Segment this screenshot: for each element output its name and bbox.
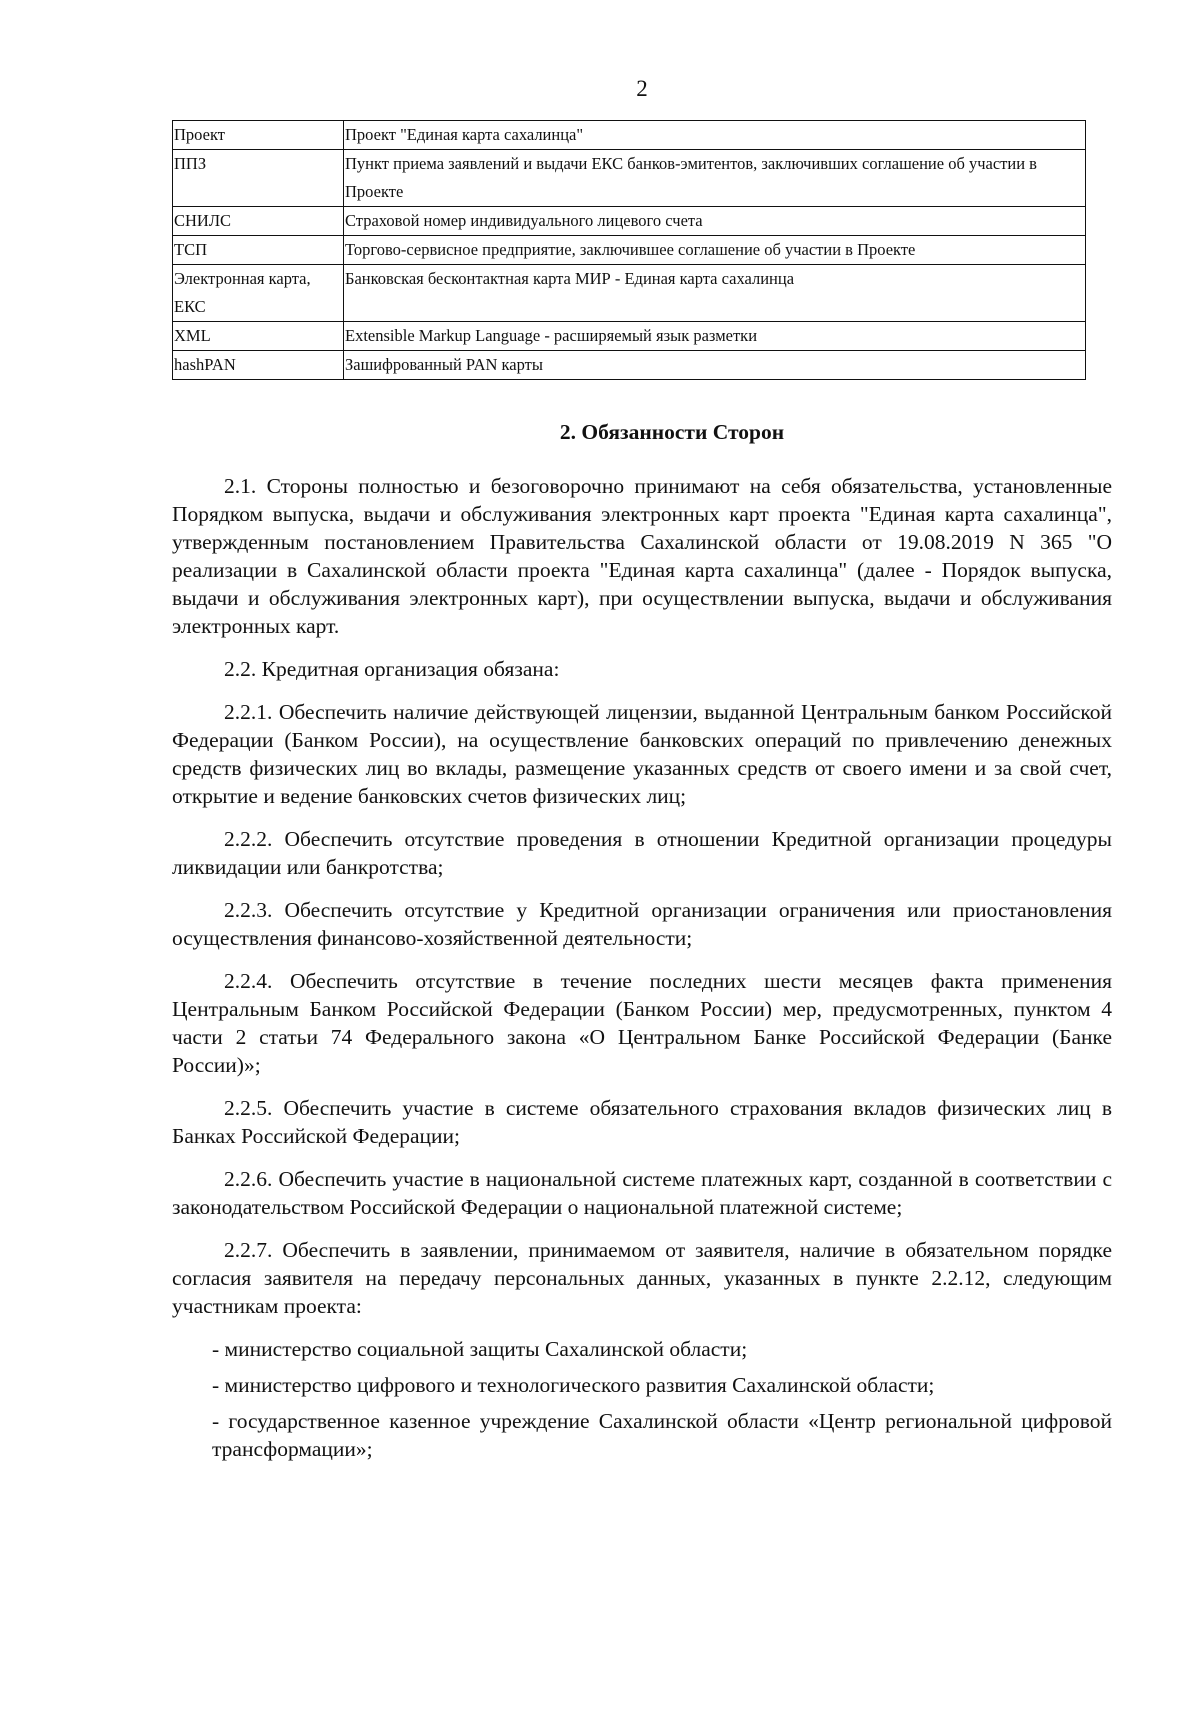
paragraph-2-2-2: 2.2.2. Обеспечить отсутствие проведения в отношении Кредитной организации процедуры ликвидации или банкротства; bbox=[172, 827, 1112, 879]
abbreviation-definition: Проект "Единая карта сахалинца" bbox=[344, 121, 1086, 150]
abbreviation-definition: Extensible Markup Language - расширяемый язык разметки bbox=[344, 322, 1086, 351]
paragraph-2-2-7: 2.2.7. Обеспечить в заявлении, принимаемом от заявителя, наличие в обязательном порядке согласия заявителя на передачу персональных данных, указанных в пункте 2.2.12, следующим участникам проекта: bbox=[172, 1238, 1112, 1318]
abbreviation-term: ППЗ bbox=[173, 150, 344, 207]
section-content bbox=[172, 418, 1112, 1471]
list-item: - государственное казенное учреждение Сахалинской области «Центр региональной цифровой трансформации»; bbox=[212, 1409, 1112, 1461]
paragraph-2-2-5: 2.2.5. Обеспечить участие в системе обязательного страхования вкладов физических лиц в Банках Российской Федерации; bbox=[172, 1096, 1112, 1148]
abbreviation-term: ТСП bbox=[173, 236, 344, 265]
table-row bbox=[173, 265, 1086, 322]
abbreviation-definition: Банковская бесконтактная карта МИР - Единая карта сахалинца bbox=[344, 265, 1086, 322]
abbreviation-definition: Пункт приема заявлений и выдачи ЕКС банков-эмитентов, заключивших соглашение об участии в Проекте bbox=[344, 150, 1086, 207]
abbreviations-table bbox=[172, 120, 1086, 380]
paragraph-2-2-3: 2.2.3. Обеспечить отсутствие у Кредитной организации ограничения или приостановления осуществления финансово-хозяйственной деятельности; bbox=[172, 898, 1112, 950]
table-row bbox=[173, 322, 1086, 351]
abbreviation-term: Проект bbox=[173, 121, 344, 150]
table-row bbox=[173, 207, 1086, 236]
table-row bbox=[173, 351, 1086, 380]
list-item: - министерство цифрового и технологического развития Сахалинской области; bbox=[212, 1373, 935, 1397]
paragraph-2-1: 2.1. Стороны полностью и безоговорочно принимают на себя обязательства, установленные Порядком выпуска, выдачи и обслуживания электронных карт проекта "Единая карта сахалинца", утвержденным постановлением Правительства Сахалинской области от 19.08.2019 N 365 "О реализации в Сахалинской области проекта "Единая карта сахалинца" (далее - Порядок выпуска, выдачи и обслуживания электронных карт), при осуществлении выпуска, выдачи и обслуживания электронных карт. bbox=[172, 474, 1112, 638]
abbreviation-definition: Страховой номер индивидуального лицевого счета bbox=[344, 207, 1086, 236]
table-row bbox=[173, 150, 1086, 207]
abbreviation-definition: Торгово-сервисное предприятие, заключившее соглашение об участии в Проекте bbox=[344, 236, 1086, 265]
section-title: 2. Обязанности Сторон bbox=[559, 420, 785, 444]
list-item: - министерство социальной защиты Сахалинской области; bbox=[212, 1337, 748, 1361]
abbreviation-term: Электронная карта, ЕКС bbox=[173, 265, 344, 322]
table-row bbox=[173, 236, 1086, 265]
abbreviation-term: СНИЛС bbox=[173, 207, 344, 236]
table-row bbox=[173, 121, 1086, 150]
paragraph-2-2: 2.2. Кредитная организация обязана: bbox=[224, 657, 560, 681]
abbreviation-term: hashPAN bbox=[173, 351, 344, 380]
paragraph-2-2-6: 2.2.6. Обеспечить участие в национальной системе платежных карт, созданной в соответствии с законодательством Российской Федерации о национальной платежной системе; bbox=[172, 1167, 1112, 1219]
paragraph-2-2-1: 2.2.1. Обеспечить наличие действующей лицензии, выданной Центральным банком Российской Федерации (Банком России), на осуществление банковских операций по привлечению денежных средств физических лиц во вклады, размещение указанных средств от своего имени и за свой счет, открытие и ведение банковских счетов физических лиц; bbox=[172, 700, 1112, 808]
page-number: 2 bbox=[636, 76, 648, 101]
paragraph-2-2-4: 2.2.4. Обеспечить отсутствие в течение последних шести месяцев факта применения Центральным Банком Российской Федерации (Банком России) мер, предусмотренных, пунктом 4 части 2 статьи 74 Федерального закона «О Центральном Банке Российской Федерации (Банке России)»; bbox=[172, 969, 1112, 1077]
abbreviation-term: XML bbox=[173, 322, 344, 351]
abbreviation-definition: Зашифрованный PAN карты bbox=[344, 351, 1086, 380]
